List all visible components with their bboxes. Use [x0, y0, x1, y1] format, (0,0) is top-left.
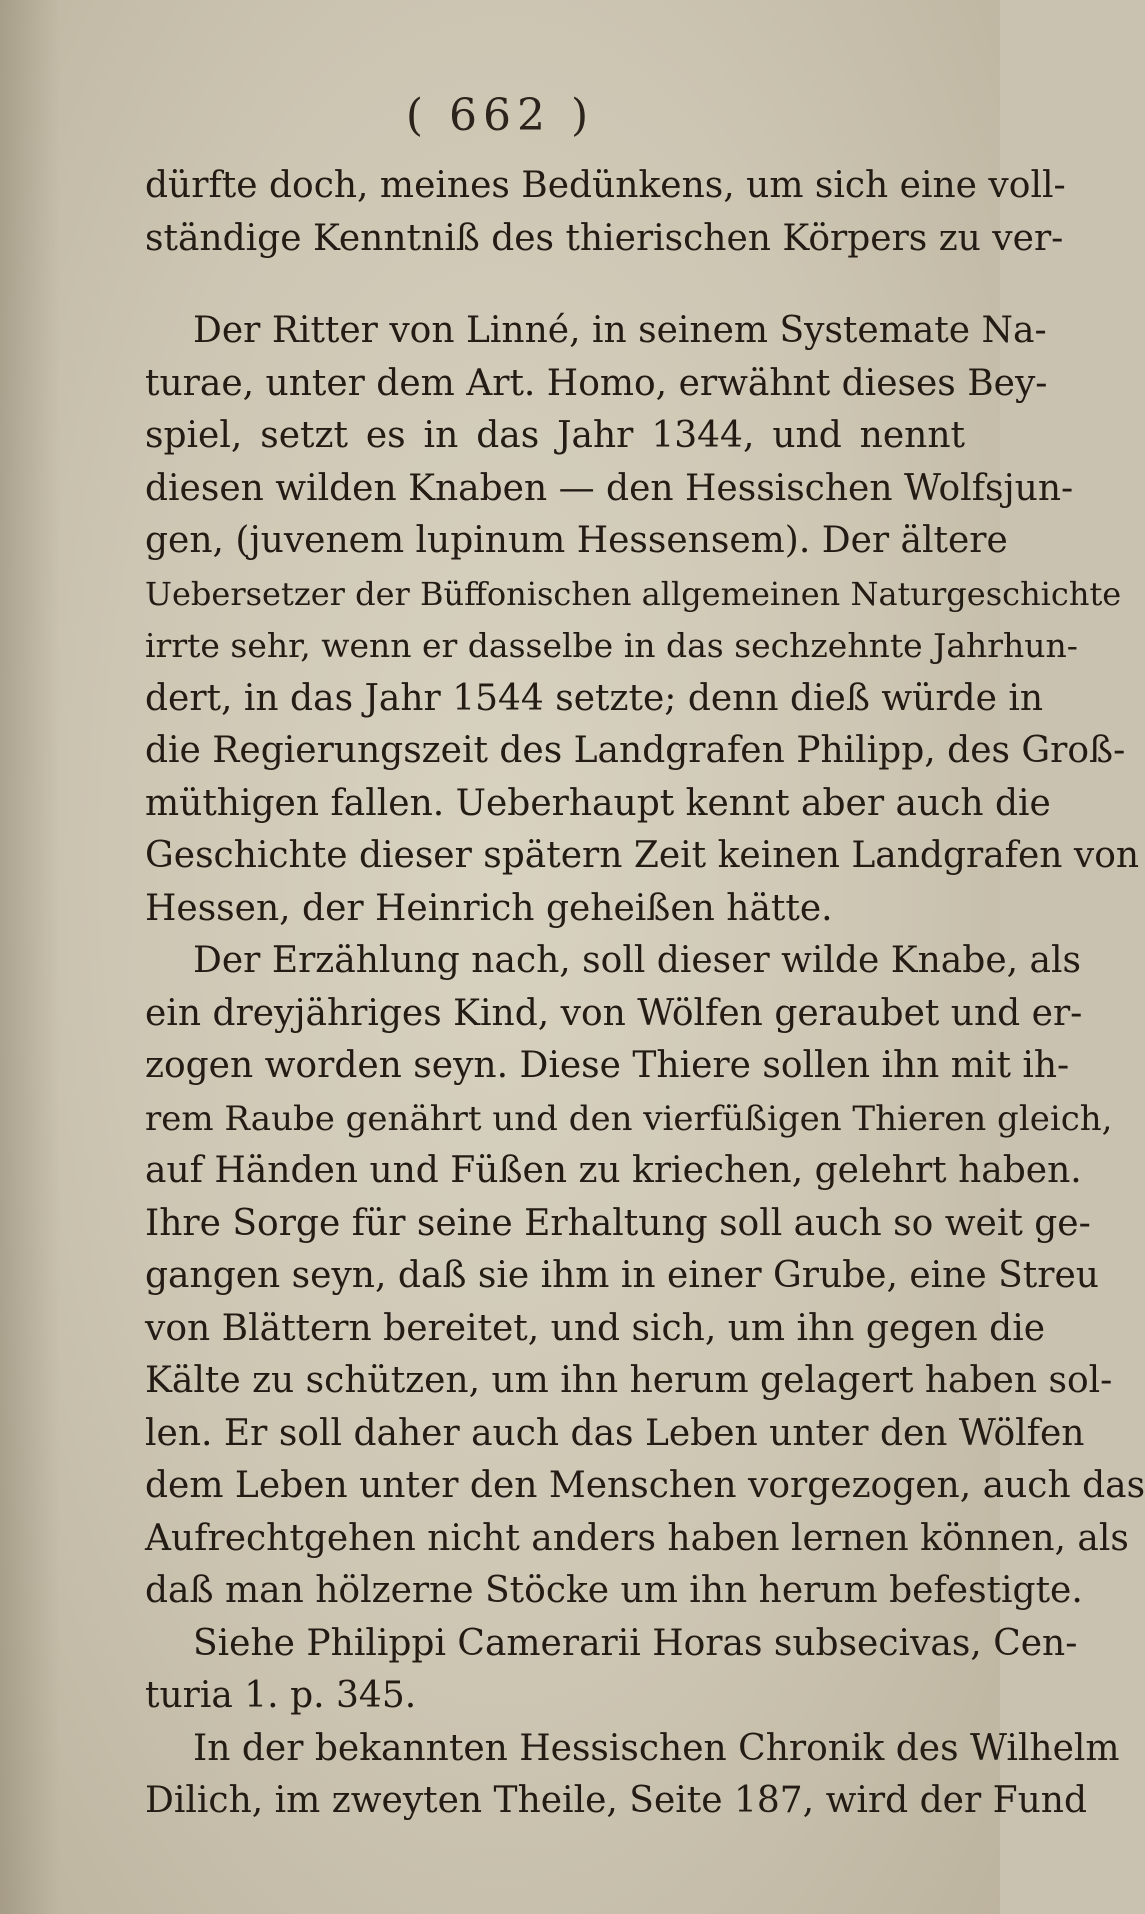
text-line: Ihre Sorge für seine Erhaltung soll auch so weit ge-	[145, 1202, 1091, 1244]
text-line: die Regierungszeit des Landgrafen Philipp, des Groß-	[145, 730, 1126, 771]
text-line: Kälte zu schützen, um ihn herum gelagert haben sol-	[145, 1360, 1113, 1401]
text-line: Uebersetzer der Büffonischen allgemeinen Naturgeschichte	[145, 574, 1122, 613]
text-line: Siehe Philippi Camerarii Horas subsecivas, Cen-	[193, 1622, 1078, 1664]
text-line: müthigen fallen. Ueberhaupt kennt aber auch die	[145, 782, 1051, 824]
text-line: Hessen, der Heinrich geheißen hätte.	[145, 887, 833, 929]
text-line: von Blättern bereitet, und sich, um ihn gegen die	[145, 1307, 1046, 1349]
page-gutter-shadow	[0, 0, 60, 1914]
text-line: irrte sehr, wenn er dasselbe in das sechzehnte Jahrhun-	[145, 626, 1078, 665]
text-line: Geschichte dieser spätern Zeit keinen Landgrafen von	[145, 835, 1140, 876]
body-text	[145, 160, 1145, 1828]
text-line: gen, (juvenem lupinum Hessensem). Der ältere	[145, 520, 1008, 561]
text-line: turae, unter dem Art. Homo, erwähnt dieses Bey-	[145, 362, 1048, 404]
text-line: zogen worden seyn. Diese Thiere sollen ihn mit ih-	[145, 1045, 1070, 1086]
text-line: ein dreyjähriges Kind, von Wölfen geraubet und er-	[145, 992, 1083, 1034]
text-line: ständige Kenntniß des thierischen Körpers zu ver-	[145, 217, 1064, 259]
text-line: dert, in das Jahr 1544 setzte; denn dieß würde in	[145, 677, 1044, 719]
text-line: rem Raube genährt und den vierfüßigen Thieren gleich,	[145, 1098, 1113, 1139]
text-line: daß man hölzerne Stöcke um ihn herum befestigte.	[145, 1570, 1083, 1611]
text-line: auf Händen und Füßen zu kriechen, gelehrt haben.	[145, 1150, 1082, 1191]
text-line: dürfte doch, meines Bedünkens, um sich eine voll-	[145, 165, 1066, 206]
text-line: diesen wilden Knaben — den Hessischen Wolfsjun-	[145, 467, 1074, 509]
text-line: spiel, setzt es in das Jahr 1344, und nennt	[145, 415, 965, 456]
text-line: Der Ritter von Linné, in seinem Systemate Na-	[193, 310, 1047, 351]
text-line: dem Leben unter den Menschen vorgezogen, auch das	[145, 1465, 1145, 1506]
text-line: gangen seyn, daß sie ihm in einer Grube, eine Streu	[145, 1255, 1099, 1296]
text-line: Aufrechtgehen nicht anders haben lernen können, als	[145, 1517, 1129, 1559]
text-line: Dilich, im zweyten Theile, Seite 187, wird der Fund	[145, 1780, 1087, 1821]
text-line: len. Er soll daher auch das Leben unter den Wölfen	[145, 1412, 1085, 1454]
text-line: Der Erzählung nach, soll dieser wilde Knabe, als	[193, 940, 1081, 981]
text-line: turia 1. p. 345.	[145, 1675, 417, 1716]
text-line: In der bekannten Hessischen Chronik des Wilhelm	[193, 1727, 1120, 1769]
page-number: ( 662 )	[405, 90, 595, 141]
